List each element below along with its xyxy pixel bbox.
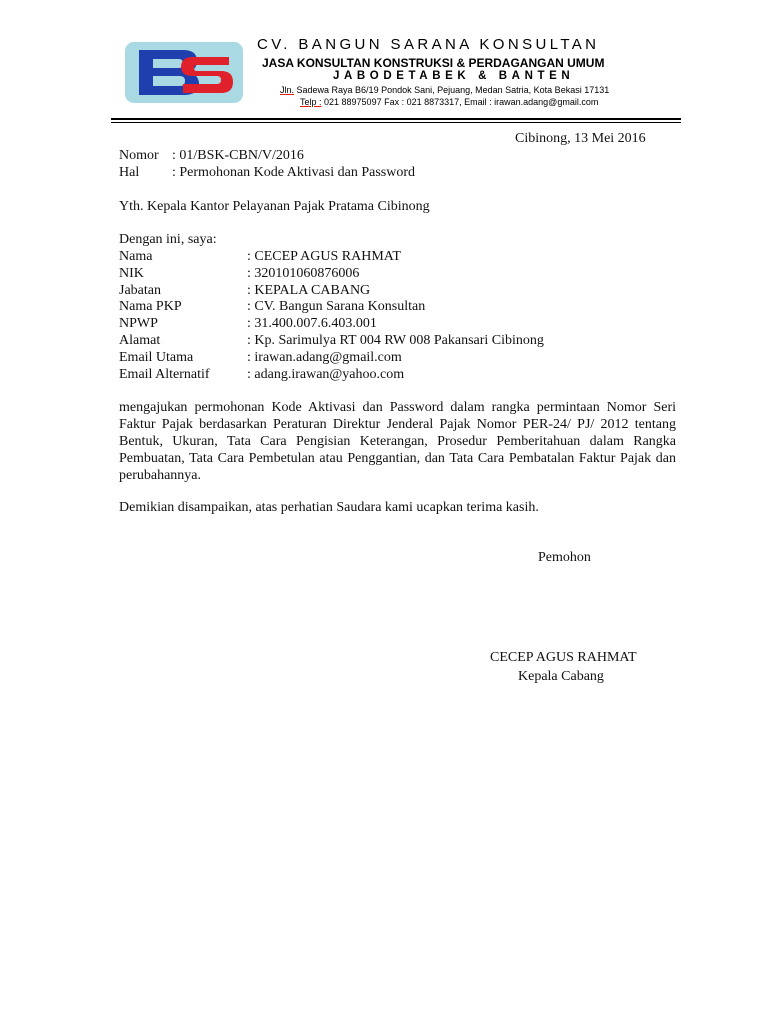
company-tagline: JASA KONSULTAN KONSTRUKSI & PERDAGANGAN UMUM <box>262 56 605 70</box>
field-key: Email Alternatif <box>119 366 210 382</box>
field-key: NIK <box>119 265 144 281</box>
field-key: Alamat <box>119 332 161 348</box>
letter-closing: Demikian disampaikan, atas perhatian Saudara kami ucapkan terima kasih. <box>119 500 539 515</box>
field-row <box>119 283 544 300</box>
letterhead-divider <box>111 118 681 120</box>
field-value: : 31.400.007.6.403.001 <box>247 316 377 332</box>
field-key: Jabatan <box>119 282 161 298</box>
field-value: : CECEP AGUS RAHMAT <box>247 249 401 264</box>
field-value: : KEPALA CABANG <box>247 282 371 298</box>
letter-intro: Dengan ini, saya: <box>119 232 217 247</box>
field-row <box>119 316 544 333</box>
field-row <box>119 333 544 350</box>
applicant-fields <box>119 249 544 383</box>
field-row <box>119 266 544 283</box>
meta-row-number <box>119 148 415 165</box>
company-name: CV. BANGUN SARANA KONSULTAN <box>257 36 600 53</box>
field-row <box>119 249 544 266</box>
letter-recipient: Yth. Kepala Kantor Pelayanan Pajak Pratama Cibinong <box>119 199 430 214</box>
meta-value: : 01/BSK-CBN/V/2016 <box>172 148 304 163</box>
company-address <box>280 85 609 95</box>
meta-key: Nomor <box>119 148 159 163</box>
signer-title: Kepala Cabang <box>518 669 604 684</box>
letter-meta <box>119 148 415 182</box>
signer-name: CECEP AGUS RAHMAT <box>490 650 637 665</box>
address-text: Sadewa Raya B6/19 Pondok Sani, Pejuang, Medan Satria, Kota Bekasi 17131 <box>294 85 610 95</box>
field-value: : 320101060876006 <box>247 265 360 281</box>
applicant-label: Pemohon <box>538 550 591 565</box>
letter-date: Cibinong, 13 Mei 2016 <box>515 131 646 146</box>
field-key: NPWP <box>119 316 158 332</box>
field-value: : CV. Bangun Sarana Konsultan <box>247 299 426 315</box>
bs-logo-icon <box>125 42 243 103</box>
field-row <box>119 367 544 384</box>
company-logo <box>125 42 243 103</box>
field-value: : Kp. Sarimulya RT 004 RW 008 Pakansari Cibinong <box>247 332 544 348</box>
field-key: Email Utama <box>119 349 194 365</box>
field-key: Nama <box>119 249 153 264</box>
letter-body-paragraph: mengajukan permohonan Kode Aktivasi dan Password dalam rangka permintaan Nomor Seri Faktur Pajak berdasarkan Peraturan Direktur Jenderal Pajak Nomor PER-24/ PJ/ 2012 tentang Bentuk, Ukuran, Tata Cara Pengisian Keterangan, Prosedur Pemberitahuan dalam Rangka Pembuatan, Tata Cara Pembetulan atau Penggantian, dan Tata Cara Pembatalan Faktur Pajak dan perubahannya. <box>119 400 676 483</box>
company-region: JABODETABEK & BANTEN <box>333 70 575 82</box>
meta-key: Hal <box>119 164 140 180</box>
field-value: : irawan.adang@gmail.com <box>247 349 402 365</box>
meta-value: : Permohonan Kode Aktivasi dan Password <box>172 164 416 180</box>
meta-row-subject <box>119 165 415 182</box>
letterhead-divider-thin <box>111 122 681 123</box>
phone-prefix: Telp : <box>300 97 322 107</box>
company-contact <box>300 97 598 107</box>
address-prefix: Jln. <box>280 85 295 95</box>
contact-text: 021 88975097 Fax : 021 8873317, Email : irawan.adang@gmail.com <box>321 97 599 107</box>
field-key: Nama PKP <box>119 299 182 315</box>
field-row <box>119 299 544 316</box>
field-value: : adang.irawan@yahoo.com <box>247 366 405 382</box>
field-row <box>119 350 544 367</box>
